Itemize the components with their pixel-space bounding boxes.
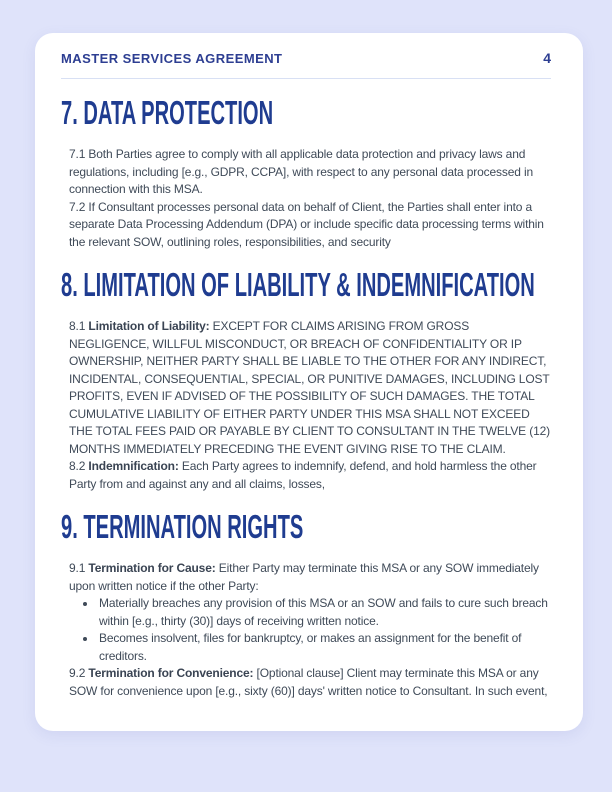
clause-text: Each Party agrees to indemnify, defend, and hold harmless the other Party from and against any and all claims, losses, [69,459,537,491]
clause-text: Both Parties agree to comply with all applicable data protection and privacy laws and regulations, including [e.g., GDPR, CCPA], with respect to any personal data processed in connection with this MSA. [69,147,534,196]
clause-9-2 [69,665,551,700]
bullet-item: • Becomes insolvent, files for bankruptcy, or makes an assignment for the benefit of creditors. [97,630,551,665]
clause-7-1 [69,146,551,199]
termination-cause-bullet-list [69,595,551,665]
bullet-item: • Materially breaches any provision of this MSA or an SOW and fails to cure such breach within [e.g., thirty (30)] days of receiving written notice. [97,595,551,630]
clause-number: 7.2 [69,199,86,214]
document-title: MASTER SERVICES AGREEMENT [61,51,283,66]
clause-number: 9.1 [69,561,86,575]
clause-number: 8.1 [69,319,86,333]
section-heading-limitation-of-liability: 8. LIMITATION OF LIABILITY & INDEMNIFICATION [61,266,535,303]
clause-8-2 [69,458,551,493]
section-limitation-of-liability [61,266,551,493]
section-heading-data-protection: 7. DATA PROTECTION [61,94,274,131]
clause-label: Termination for Convenience: [88,666,254,680]
section-termination-rights [61,508,551,700]
section-data-protection [61,94,551,251]
clause-9-1 [69,560,551,595]
clause-7-2 [69,199,551,252]
clause-text: EXCEPT FOR CLAIMS ARISING FROM GROSS NEGLIGENCE, WILLFUL MISCONDUCT, OR BREACH OF CONFIDENTIALITY OR IP OWNERSHIP, NEITHER PARTY SHALL BE LIABLE TO THE OTHER FOR ANY INDIRECT, INCIDENTAL, CONSEQUENTIAL, SPECIAL, OR PUNITIVE DAMAGES, INCLUDING LOST PROFITS, EVEN IF ADVISED OF THE POSSIBILITY OF SUCH DAMAGES. THE TOTAL CUMULATIVE LIABILITY OF EITHER PARTY UNDER THIS MSA SHALL NOT EXCEED THE TOTAL FEES PAID OR PAYABLE BY CLIENT TO CONSULTANT IN THE TWELVE (12) MONTHS IMMEDIATELY PRECEDING THE EVENT GIVING RISE TO THE CLAIM. [69,319,550,456]
clause-label: Termination for Cause: [88,561,216,575]
clause-label: Indemnification: [88,459,179,473]
clause-number: 9.2 [69,666,86,680]
document-page-card [35,33,583,731]
clause-label: Limitation of Liability: [88,319,210,333]
section-heading-termination-rights: 9. TERMINATION RIGHTS [61,508,304,545]
clause-number: 8.2 [69,459,86,473]
clause-text: [Optional clause] Client may terminate this MSA or any SOW for convenience upon [e.g., sixty (60)] days' written notice to Consultant. In such event, [69,666,548,698]
page-number: 4 [543,50,551,66]
document-header [61,49,551,79]
clause-text: If Consultant processes personal data on behalf of Client, the Parties shall enter into a separate Data Processing Addendum (DPA) or include specific data processing terms within the relevant SOW, outlining roles, responsibilities, and security [69,199,544,249]
clause-text: Either Party may terminate this MSA or any SOW immediately upon written notice if the other Party: [69,561,539,593]
clause-8-1 [69,318,551,458]
clause-number: 7.1 [69,147,86,161]
